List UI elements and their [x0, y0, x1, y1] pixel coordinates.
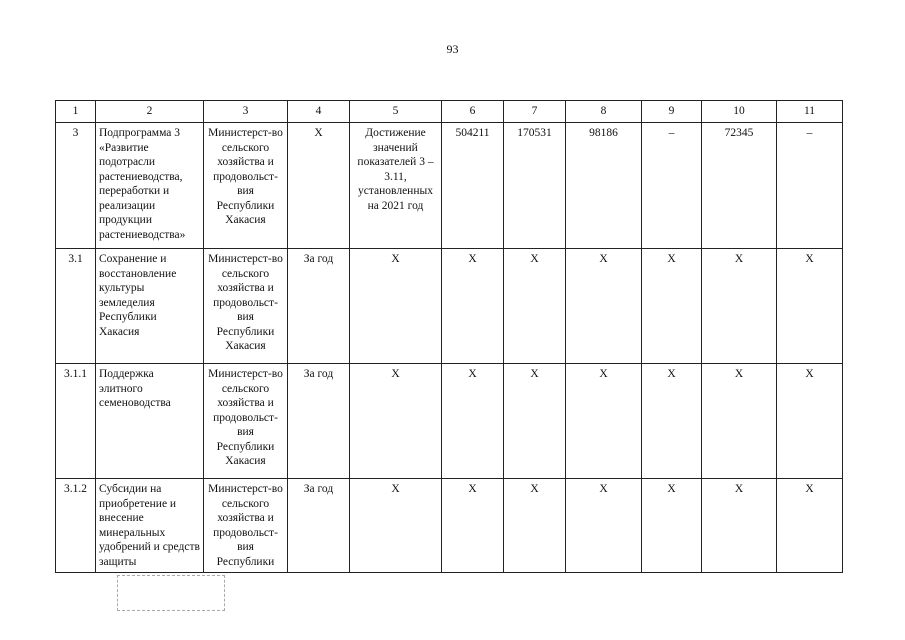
value-col-11: Х: [777, 479, 843, 573]
value-col-6: Х: [442, 364, 504, 479]
row-number: 3.1: [56, 249, 96, 364]
faded-stamp: [117, 575, 225, 611]
value-col-8: Х: [566, 364, 642, 479]
executor: Министерст-во сельского хозяйства и продовольст-вия Республики Хакасия: [204, 249, 288, 364]
table-row: [56, 249, 843, 364]
event-name: Подпрограмма 3 «Развитие подотрасли растениеводства, переработки и реализации продукции растениеводства»: [96, 123, 204, 249]
value-col-6: Х: [442, 249, 504, 364]
header-cell-3: 3: [204, 101, 288, 123]
event-name: Сохранение и восстановление культуры земледелия Республики Хакасия: [96, 249, 204, 364]
header-cell-7: 7: [504, 101, 566, 123]
header-cell-10: 10: [702, 101, 777, 123]
expected-result: Х: [350, 249, 442, 364]
expected-result: Х: [350, 479, 442, 573]
value-col-8: Х: [566, 249, 642, 364]
value-col-8: 98186: [566, 123, 642, 249]
row-number: 3.1.1: [56, 364, 96, 479]
period: Х: [288, 123, 350, 249]
plan-table: [55, 100, 843, 573]
value-col-8: Х: [566, 479, 642, 573]
period: За год: [288, 479, 350, 573]
row-number: 3.1.2: [56, 479, 96, 573]
value-col-10: Х: [702, 249, 777, 364]
value-col-11: –: [777, 123, 843, 249]
value-col-11: Х: [777, 364, 843, 479]
header-cell-9: 9: [642, 101, 702, 123]
period: За год: [288, 249, 350, 364]
value-col-9: Х: [642, 249, 702, 364]
table-row: [56, 123, 843, 249]
expected-result: Достижение значений показателей 3 – 3.11, установленных на 2021 год: [350, 123, 442, 249]
value-col-7: Х: [504, 249, 566, 364]
header-cell-11: 11: [777, 101, 843, 123]
page-number: 93: [446, 42, 459, 56]
value-col-10: Х: [702, 479, 777, 573]
value-col-7: 170531: [504, 123, 566, 249]
value-col-6: 504211: [442, 123, 504, 249]
value-col-9: Х: [642, 479, 702, 573]
executor: Министерст-во сельского хозяйства и продовольст-вия Республики Хакасия: [204, 364, 288, 479]
header-cell-2: 2: [96, 101, 204, 123]
value-col-7: Х: [504, 364, 566, 479]
event-name: Поддержка элитного семеноводства: [96, 364, 204, 479]
value-col-7: Х: [504, 479, 566, 573]
header-cell-1: 1: [56, 101, 96, 123]
value-col-6: Х: [442, 479, 504, 573]
header-row: [56, 101, 843, 123]
table-row: [56, 364, 843, 479]
header-cell-5: 5: [350, 101, 442, 123]
value-col-9: Х: [642, 364, 702, 479]
value-col-11: Х: [777, 249, 843, 364]
executor: Министерст-во сельского хозяйства и продовольст-вия Республики: [204, 479, 288, 573]
value-col-10: 72345: [702, 123, 777, 249]
header-cell-6: 6: [442, 101, 504, 123]
expected-result: Х: [350, 364, 442, 479]
event-name: Субсидии на приобретение и внесение минеральных удобрений и средств защиты: [96, 479, 204, 573]
value-col-10: Х: [702, 364, 777, 479]
executor: Министерст-во сельского хозяйства и продовольст-вия Республики Хакасия: [204, 123, 288, 249]
row-number: 3: [56, 123, 96, 249]
value-col-9: –: [642, 123, 702, 249]
period: За год: [288, 364, 350, 479]
table-row: [56, 479, 843, 573]
header-cell-8: 8: [566, 101, 642, 123]
header-cell-4: 4: [288, 101, 350, 123]
